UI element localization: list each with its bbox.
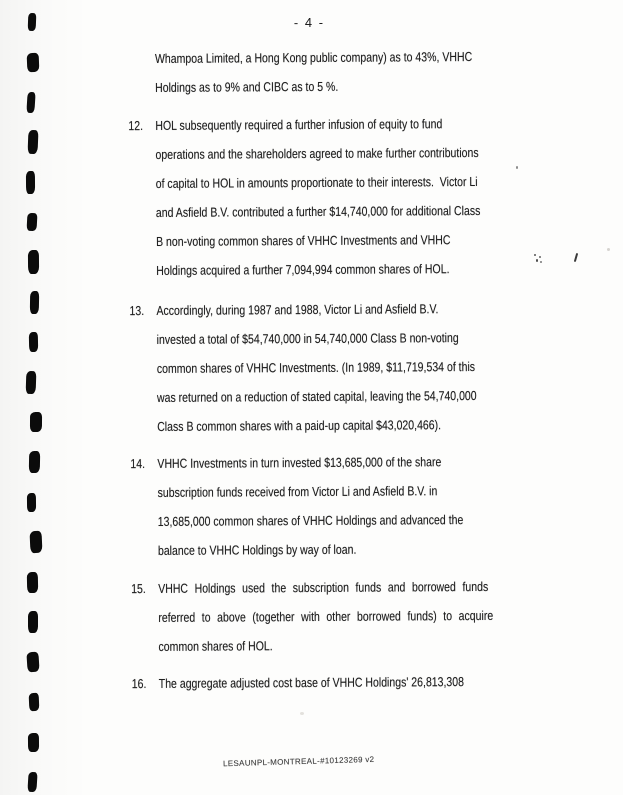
paragraph-lines xyxy=(155,109,518,285)
paragraph-15 xyxy=(131,572,521,661)
text-line: subscription funds received from Victor Li and Asfield B.V. in xyxy=(157,483,438,500)
text-line: VHHC Investments in turn invested $13,685,000 of the share xyxy=(157,454,442,471)
paragraph-number: 14. xyxy=(130,456,146,472)
text-line: VHHC Holdings used the subscription funds and borrowed funds xyxy=(158,578,489,596)
paragraph-16 xyxy=(131,667,521,698)
text-line: Class B common shares with a paid-up capital $43,020,466). xyxy=(157,417,442,434)
paragraph-lines xyxy=(156,294,519,441)
text-line: balance to VHHC Holdings by way of loan. xyxy=(157,541,357,558)
text-line: B non-voting common shares of VHHC Investments and VHHC xyxy=(155,232,451,249)
paragraph-number: 16. xyxy=(131,676,147,692)
scan-speck xyxy=(516,166,518,169)
text-line: The aggregate adjusted cost base of VHHC Holdings' 26,813,308 xyxy=(158,674,465,691)
paragraph-13 xyxy=(129,294,519,441)
text-line: common shares of HOL. xyxy=(158,638,273,654)
paragraph-number: 15. xyxy=(131,581,146,597)
text-line: Whampoa Limited, a Hong Kong public company) as to 43%, VHHC xyxy=(154,49,473,66)
paragraph-12 xyxy=(128,109,518,285)
text-line: Holdings acquired a further 7,094,994 common shares of HOL. xyxy=(156,261,450,278)
text-line: invested a total of $54,740,000 in 54,740,000 Class B non-voting xyxy=(156,330,459,347)
text-line: Accordingly, during 1987 and 1988, Victor Li and Asfield B.V. xyxy=(156,301,439,318)
text-line: 13,685,000 common shares of VHHC Holdings and advanced the xyxy=(157,512,464,529)
paragraph-lines xyxy=(155,42,517,102)
paragraph-continuation xyxy=(155,42,517,102)
paragraph-number: 12. xyxy=(128,118,144,134)
paragraph-lines xyxy=(159,667,521,698)
text-line: Holdings as to 9% and CIBC as to 5 %. xyxy=(155,78,339,95)
text-line: HOL subsequently required a further infusion of equity to fund xyxy=(155,116,443,133)
text-line: operations and the shareholders agreed to make further contributions xyxy=(155,144,479,162)
paragraph-number: 13. xyxy=(129,303,145,319)
text-line: was returned on a reduction of stated capital, leaving the 54,740,000 xyxy=(156,387,477,405)
paragraph-lines xyxy=(158,572,521,661)
text-line: of capital to HOL in amounts proportionate to their interests. Victor Li xyxy=(155,173,478,191)
paragraph-14 xyxy=(130,447,520,565)
text-line: common shares of VHHC Investments. (In 1989, $11,719,534 of this xyxy=(156,359,476,376)
paragraph-lines xyxy=(157,447,520,565)
document-id-footer: LESAUNPL-MONTREAL-#10123269 v2 xyxy=(222,754,375,769)
page-number: - 4 - xyxy=(293,14,325,31)
scan-speck xyxy=(607,248,610,251)
scan-speck xyxy=(300,712,304,715)
text-line: referred to above (together with other borrowed funds) to acquire xyxy=(158,607,494,625)
scan-speckle-cluster xyxy=(533,254,543,264)
text-line: and Asfield B.V. contributed a further $14,740,000 for additional Class xyxy=(155,202,481,220)
